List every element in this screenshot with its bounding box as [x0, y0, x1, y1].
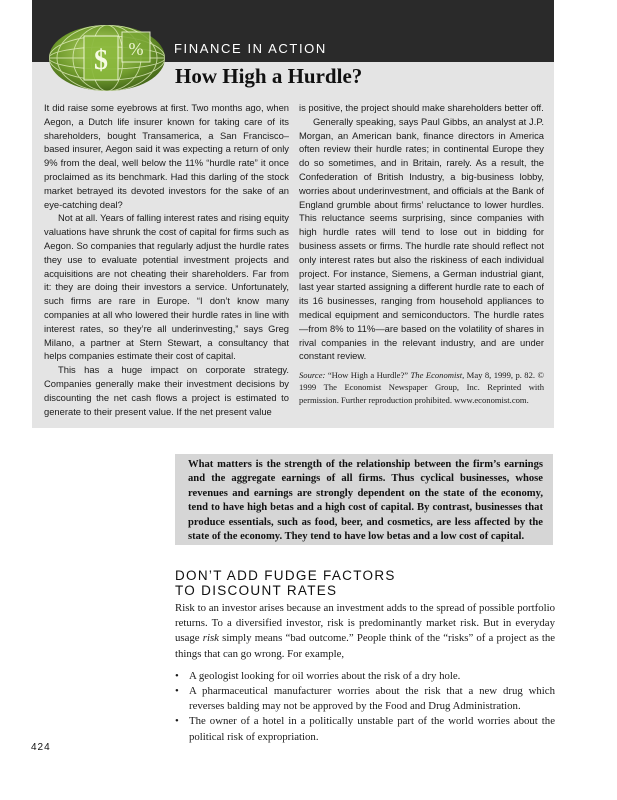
feature-paragraph: Generally speaking, says Paul Gibbs, an analyst at J.P. Morgan, an American bank, finance directors in America often review their hurdle rates; in continental Europe they do so sometimes, and in Britain, rarely. As a result, the Confederation of British Industry, a big-business lobby, worries about underinvestment, and officials at the Bank of England grumble about firms’ reluctance to lower hurdles. This reluctance seems surprising, since companies with high hurdle rates will tend to lose out in bidding for business assets or firms. The hurdle rate should reflect not only interest rates but also the riskiness of each individual project. For instance, Siemens, a German industrial giant, last year started assigning a different hurdle rate to each of its 16 businesses, ranging from household appliances to medical equipment and semiconductors. The hurdle rates—from 8% to 11%—are based on the volatility of shares in rival companies in the relevant industry, and are under constant review. [299, 115, 544, 362]
body-text-run: simply means “bad outcome.” People think of the “risks” of a project as the things that can go wrong. For example, [175, 632, 556, 660]
section-heading-line: TO DISCOUNT RATES [175, 582, 338, 598]
feature-paragraph: Not at all. Years of falling interest rates and rising equity valuations have shrunk the cost of capital for firms such as Aegon. So companies that regularly adjust the hurdle rates they use to evaluate potential investment projects and acquisitions are not cheating their shareholders. Far from it: they are doing their investors a service. Unfortunately, such firms are rare in Europe. “I don’t know many companies at all who lowered their hurdle rates in line with interest rates, so they’re all underinvesting,” says Greg Milano, a partner at Stern Stewart, a consultancy that helps companies estimate their cost of capital. [44, 212, 289, 362]
source-details: May 8, 1999, p. 82. © 1999 The Economist Newspaper Group, Inc. Reprinted with permission. Further reproduction prohibited. www.economist.com. [299, 370, 544, 405]
source-label: Source: [299, 370, 326, 381]
list-item-text: The owner of a hotel in a politically unstable part of the world worries about the political risk of expropriation. [189, 715, 555, 743]
money-globe-icon [44, 22, 170, 94]
page-number: 424 [31, 742, 51, 753]
list-item [175, 669, 555, 684]
source-citation [299, 369, 544, 406]
svg-text:%: % [128, 39, 144, 59]
feature-paragraph: is positive, the project should make shareholders better off. [299, 102, 544, 113]
bullet-icon: • [175, 715, 179, 728]
source-article: “How High a Hurdle?” [327, 370, 409, 381]
body-paragraph [175, 601, 555, 662]
key-point-box: What matters is the strength of the relationship between the firm’s earnings and the aggregate earnings of all firms. Thus cyclical businesses, whose revenues and earnings are strongly dependent on the state of the economy, tend to have high betas and a high cost of capital. By contrast, businesses that produce essentials, such as food, beer, and cosmetics, are less affected by the state of the economy. They tend to have low betas and a low cost of capital. [175, 454, 553, 545]
feature-left-column [44, 101, 289, 418]
list-item-text: A pharmaceutical manufacturer worries about the risk that a new drug which reverses balding may not be approved by the Food and Drug Administration. [189, 685, 555, 713]
list-item [175, 714, 555, 744]
feature-kicker: FINANCE IN ACTION [174, 41, 327, 56]
bullet-icon: • [175, 685, 179, 698]
section-heading [175, 569, 555, 598]
feature-title: How High a Hurdle? [175, 64, 363, 88]
emphasis-word: risk [202, 632, 219, 645]
section-body [175, 601, 555, 745]
bullet-list [175, 669, 555, 745]
feature-paragraph: This has a huge impact on corporate strategy. Companies generally make their investment decisions by discounting the net cash flows a project is estimated to generate to their present value. If the net present value [44, 364, 289, 417]
bullet-icon: • [175, 669, 179, 682]
section-heading-line: DON’T ADD FUDGE FACTORS [175, 568, 396, 583]
list-item [175, 684, 555, 714]
list-item-text: A geologist looking for oil worries about the risk of a dry hole. [189, 669, 461, 682]
source-publication: The Economist, [410, 370, 465, 381]
body-text-run: Risk to an investor arises because an investment adds to the spread of possible portfolio returns. To a diversified investor, risk is predominantly market risk. But in everyday usage [175, 602, 555, 645]
feature-right-column [299, 101, 544, 406]
svg-text:$: $ [94, 45, 108, 76]
feature-paragraph: It did raise some eyebrows at first. Two months ago, when Aegon, a Dutch life insurer known for taking care of its shareholders, bought Transamerica, a San Francisco–based insurer, Aegon said it was expecting a return of only 9% from the deal, well below the 11% “hurdle rate” it once proclaimed as its benchmark. Had this darling of the stock market betrayed its devoted investors for the sake of an eye-catching deal? [44, 102, 289, 210]
